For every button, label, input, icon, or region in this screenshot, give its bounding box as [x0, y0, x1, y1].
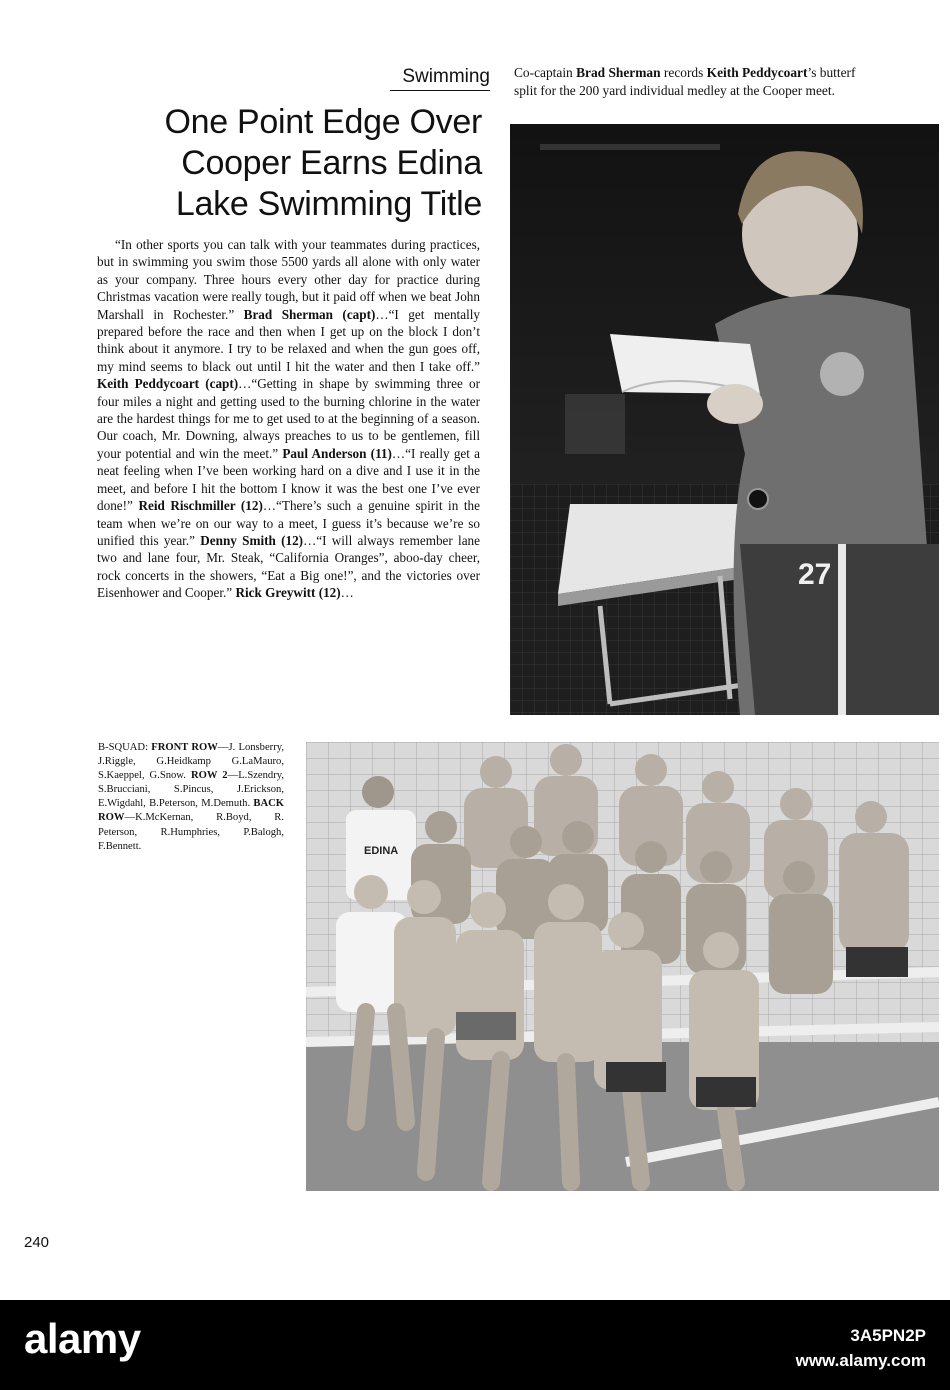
page-number: 240 [24, 1234, 50, 1251]
caption-line-1: Co-captain Brad Sherman records Keith Peddycoart’s butterf [514, 65, 856, 80]
quote-text: …“I really get a neat feeling when I’ve been working hard on a dive and I use it in the meet, and before I hit the bottom I know it was the best one I’ve ever done!” [97, 445, 480, 514]
jersey-number: 27 [798, 558, 832, 591]
quote-name: Denny Smith (12) [200, 532, 304, 548]
quote-name: Rick Greywitt (12) [235, 585, 341, 601]
squad-text: B-SQUAD: [98, 742, 152, 753]
caption-name-1: Brad Sherman [576, 65, 661, 80]
footer-logo: alamy [24, 1315, 141, 1362]
quote-text: …“I will always remember lane two and lane four, Mr. Steak, “California Oranges”, aboo-day cheer, rock concerts in the showers, “Eat a Big one!”, and the victories over Eisenhower and Cooper.” [97, 532, 481, 601]
coach-shirt-text: EDINA [364, 845, 399, 857]
quote-name: Keith Peddycoart (capt) [97, 376, 239, 392]
quote-name: Brad Sherman (capt) [243, 306, 376, 322]
image-url: www.alamy.com [795, 1351, 926, 1370]
photo-swimmer-clipboard [510, 124, 939, 715]
photo-b-squad [306, 742, 939, 1191]
quote-text: …“I get mentally prepared before the race and then when I get up on the block I don’t think about it anymore. I try to be relaxed and when the gun goes off, my mind seems to black out until I hit the water and then I take off.” [97, 306, 480, 374]
article-paragraph [97, 236, 480, 602]
squad-name: ROW 2 [190, 770, 228, 782]
squad-name: BACK ROW [98, 798, 284, 824]
photo-caption-top [514, 64, 950, 100]
caption-name-2: Keith Peddycoart [706, 65, 808, 80]
headline: One Point Edge Over Cooper Earns Edina Lake Swimming Title [164, 103, 482, 223]
image-id: 3A5PN2P [850, 1326, 926, 1345]
squad-text: —J. Lonsberry, J.Riggle, G.Heidkamp G.LaMauro, S.Kaeppel, G.Snow. [98, 742, 284, 782]
squad-text: —L.Szendry, S.Brucciani, S.Pincus, J.Erickson, E.Wigdahl, B.Peterson, M.Demuth. [98, 770, 284, 810]
quote-text: “In other sports you can talk with your teammates during practices, but in swimming you swim those 5500 yards all alone with only water as your company. Three hours every other day for practice during Christmas vacation were really tough, but it paid off when we beat John Marshall in Rochester.” [97, 237, 480, 322]
article-body [97, 236, 480, 602]
quote-text: …“Getting in shape by swimming three or four miles a night and getting used to the burning chlorine in the water are the hardest things for me to get used to at the beginning of a season. Our coach, Mr. Downing, always preaches to us to be gentlemen, fill your potential and win the meet.” [97, 376, 480, 461]
quote-text: … [340, 585, 354, 601]
section-label: Swimming [390, 66, 490, 91]
footer-id [796, 1323, 926, 1373]
quote-name: Paul Anderson (11) [282, 445, 392, 461]
quote-name: Reid Rischmiller (12) [138, 498, 263, 514]
quote-text: …“There’s such a genuine spirit in the team when we’re on our way to a meet, I guess it’s because we’re so unified this year.” [97, 498, 480, 548]
squad-text: —K.McKernan, R.Boyd, R. Peterson, R.Humphries, P.Balogh, F.Bennett. [98, 812, 284, 852]
watermark-footer [0, 1300, 950, 1390]
squad-name: FRONT ROW [151, 742, 218, 753]
caption-line-2: split for the 200 yard individual medley at the Cooper meet. [514, 83, 835, 98]
squad-caption [98, 741, 284, 854]
